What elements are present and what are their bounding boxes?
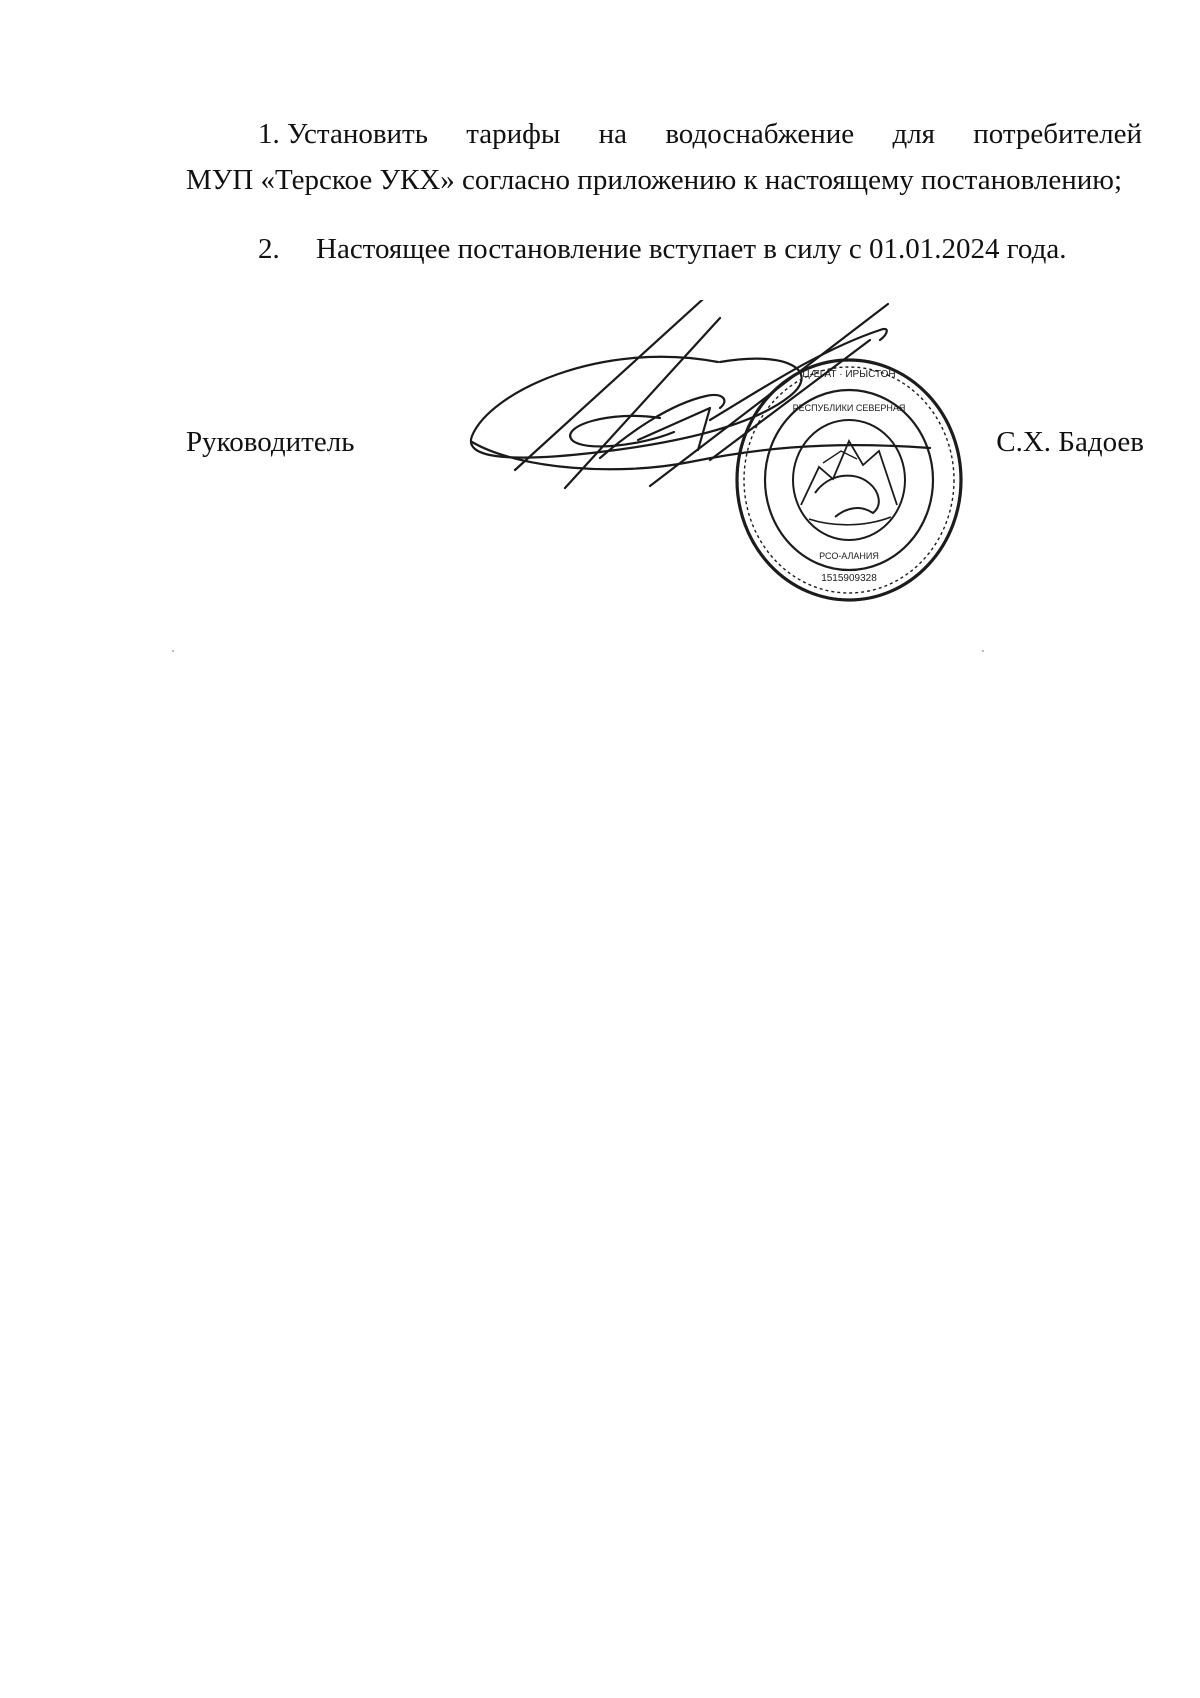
scan-speck — [982, 650, 984, 652]
item-1-word: Установить — [287, 118, 428, 150]
scan-speck — [172, 650, 174, 652]
item-1-number: 1. — [258, 118, 280, 150]
paragraph-item-1-line-1 — [186, 111, 1142, 157]
seal-ossetian-text: ЦÆГАТ · ИРЫСТОН — [802, 369, 896, 380]
seal-inn: 1515909328 — [821, 573, 877, 584]
item-2-number: 2. — [258, 233, 280, 265]
paragraph-item-2 — [186, 226, 1142, 272]
seal-inner-text: РЕСПУБЛИКИ СЕВЕРНАЯ — [792, 403, 906, 413]
item-1-word: для — [892, 118, 936, 150]
signatory-title: Руководитель — [186, 426, 355, 458]
item-1-number-and-word-1 — [258, 111, 428, 157]
paragraph-item-1 — [186, 111, 1142, 203]
seal-inner-lower-text: РСО-АЛАНИЯ — [819, 551, 879, 561]
paragraph-item-1-line-2: МУП «Терское УКХ» согласно приложению к настоящему постановлению; — [186, 164, 1123, 196]
item-1-word: тарифы — [466, 118, 561, 150]
item-1-word: на — [598, 118, 628, 150]
item-2-text: Настоящее постановление вступает в силу с 01.01.2024 года. — [316, 233, 1067, 265]
item-1-word: потребителей — [973, 118, 1142, 150]
signatory-name: С.Х. Бадоев — [996, 426, 1144, 458]
official-seal-emblem — [733, 355, 965, 605]
item-1-word: водоснабжение — [665, 118, 855, 150]
